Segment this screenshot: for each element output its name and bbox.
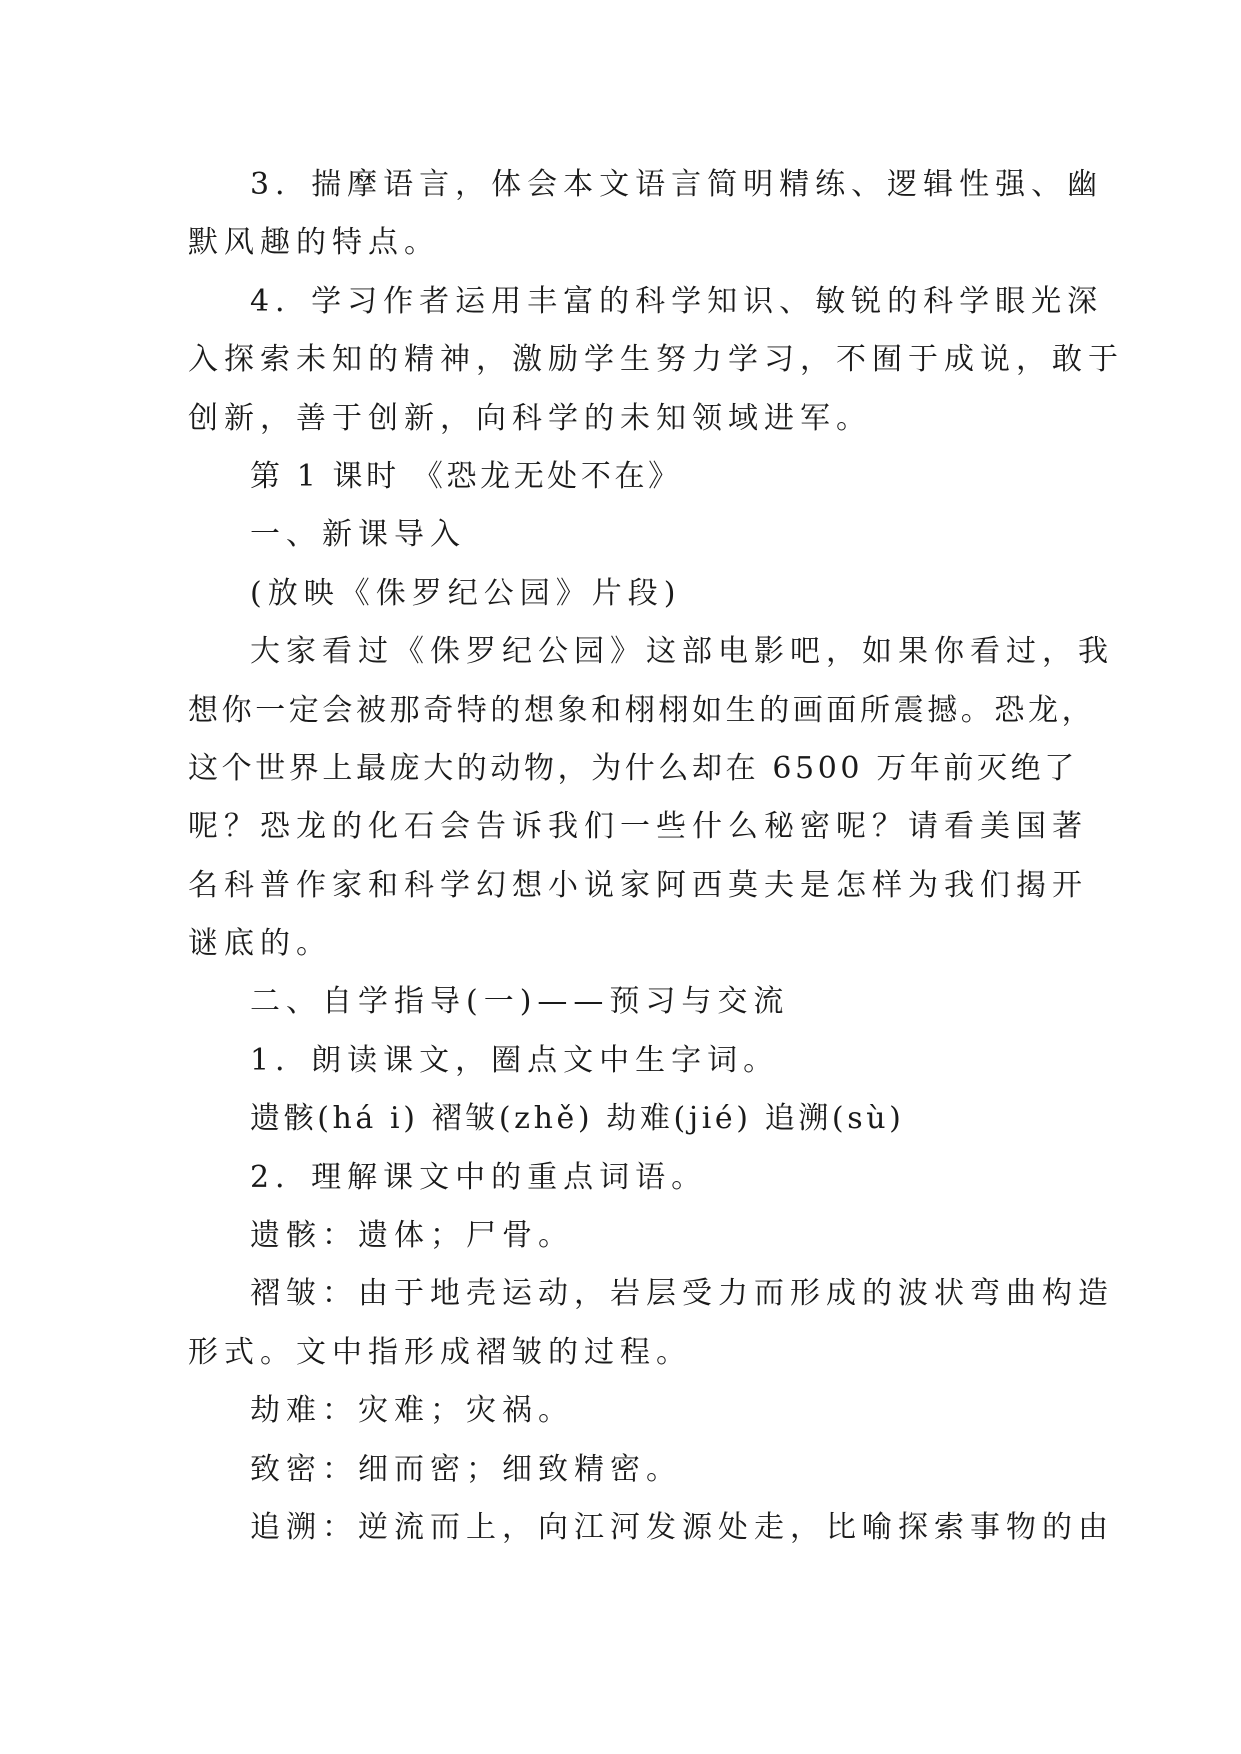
paragraph-line: 3．揣摩语言，体会本文语言简明精练、逻辑性强、幽: [250, 167, 1104, 202]
section-heading: 二、自学指导(一)——预习与交流: [250, 984, 790, 1020]
paragraph-line: 想你一定会被那奇特的想象和栩栩如生的画面所震撼。恐龙，: [188, 692, 1096, 728]
section-heading: 一、新课导入: [250, 517, 466, 553]
paragraph-line: 1．朗读课文，圈点文中生字词。: [250, 1042, 780, 1078]
definition-line: 褶皱：由于地壳运动，岩层受力而形成的波状弯曲构造: [250, 1276, 1114, 1312]
paragraph-line: 4．学习作者运用丰富的科学知识、敏锐的科学眼光深: [250, 283, 1104, 319]
paragraph-line: 入探索未知的精神，激励学生努力学习，不囿于成说，敢于: [188, 342, 1124, 378]
definition-line: 致密：细而密；细致精密。: [250, 1451, 682, 1487]
paragraph-line: 2．理解课文中的重点词语。: [250, 1159, 708, 1195]
definition-line: 劫难：灾难；灾祸。: [250, 1393, 574, 1429]
vocabulary-pinyin-line: 遗骸(há i) 褶皱(zhě) 劫难(jié) 追溯(sù): [250, 1101, 905, 1137]
definition-line: 遗骸：遗体；尸骨。: [250, 1218, 574, 1254]
definition-line: 形式。文中指形成褶皱的过程。: [188, 1334, 692, 1370]
definition-line: 追溯：逆流而上，向江河发源处走，比喻探索事物的由: [250, 1509, 1114, 1545]
paragraph-line: 名科普作家和科学幻想小说家阿西莫夫是怎样为我们揭开: [188, 867, 1088, 903]
paragraph-line: (放映《侏罗纪公园》片段): [250, 575, 682, 611]
document-body: [188, 156, 1124, 1557]
paragraph-line: 呢？恐龙的化石会告诉我们一些什么秘密呢？请看美国著: [188, 809, 1088, 845]
paragraph-line: 谜底的。: [188, 926, 332, 962]
lesson-heading: 第 1 课时 《恐龙无处不在》: [250, 458, 682, 494]
paragraph-line: 默风趣的特点。: [188, 225, 440, 261]
paragraph-line: 大家看过《侏罗纪公园》这部电影吧，如果你看过，我: [250, 634, 1114, 670]
paragraph-line: 创新，善于创新，向科学的未知领域进军。: [188, 400, 872, 436]
paragraph-line: 这个世界上最庞大的动物，为什么却在 6500 万年前灭绝了: [188, 750, 1078, 786]
